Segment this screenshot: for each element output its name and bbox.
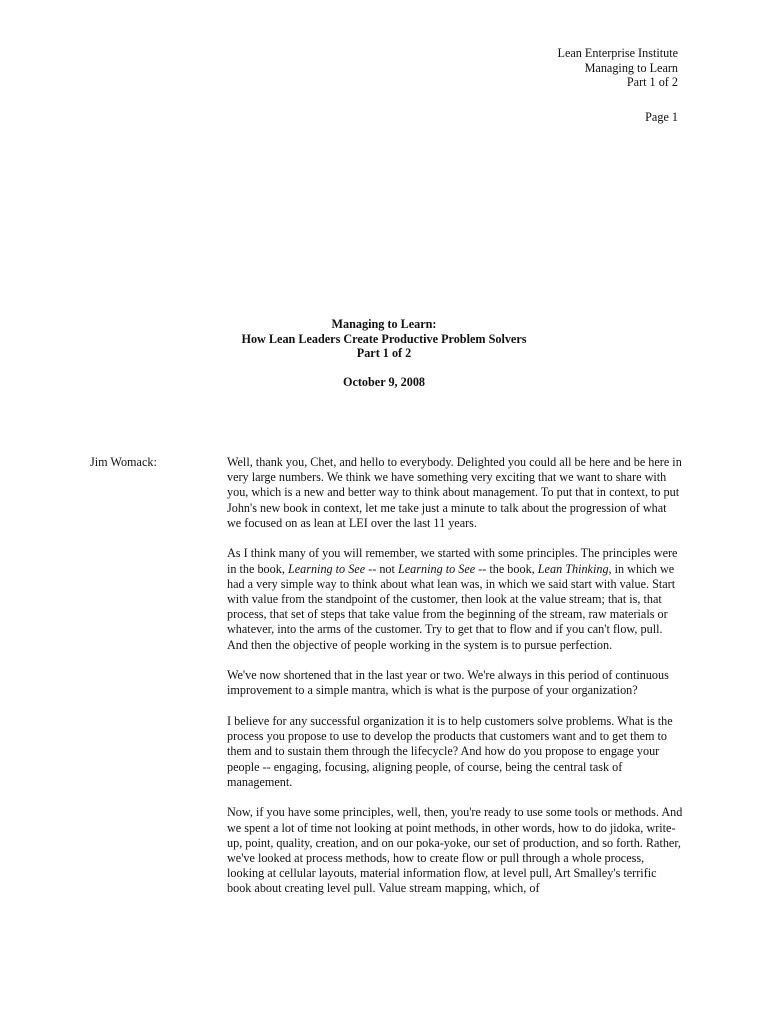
document-title: Managing to Learn:	[331, 317, 437, 331]
book-title-italic: Learning to See	[287, 561, 366, 576]
paragraph-2-text: -- the book,	[475, 561, 538, 576]
paragraph-2-text: As I think many of you will remember, we started with some principles. The principles were in the book,	[227, 546, 678, 576]
paragraph-2-text: , in which we had a very simple way to think about what lean was, in which we said start with value. Start with value from the standpoint of the customer, then look at the value stream; that is, that process, that set of steps that take value from the beginning of the stream, raw materials or whatever, into the arms of the customer. Try to get that to flow and if you can't flow, pull. And then the objective of people working in the system is to pursue perfection.	[227, 561, 676, 652]
document-date: October 9, 2008	[342, 375, 426, 389]
document-subtitle: How Lean Leaders Create Productive Problem Solvers	[241, 331, 527, 346]
header-title: Managing to Learn	[584, 60, 678, 75]
page-number: Page 1	[645, 110, 678, 124]
paragraph-3: We've now shortened that in the last year or two. We're always in this period of continuous improvement to a simple mantra, which is what is the purpose of your organization?	[227, 668, 669, 698]
transcript-body	[227, 455, 683, 912]
header-part: Part 1 of 2	[626, 75, 678, 89]
paragraph-4: I believe for any successful organization it is to help customers solve problems. What is the process you propose to use to develop the products that customers want and to get them to them and to sustain them through the lifecycle? And how do you propose to engage your people -- engaging, focusing, aligning people, of course, being the central task of management.	[227, 714, 673, 789]
header-organization: Lean Enterprise Institute	[557, 46, 678, 60]
document-part: Part 1 of 2	[356, 346, 412, 360]
title-block	[0, 317, 768, 390]
book-title-italic: Lean Thinking	[537, 561, 609, 576]
paragraph-5: Now, if you have some principles, well, then, you're ready to use some tools or methods. And we spent a lot of time not looking at point methods, in other words, how to do jidoka, write-up, point, quality, creation, and on our poka-yoke, our set of production, and so forth. Rather, we've looked at process methods, how to create flow or pull through a whole process, looking at cellular layouts, material information flow, at level pull, Art Smalley's terrific book about creating level pull. Value stream mapping, which, of	[227, 805, 683, 896]
paragraph-1: Well, thank you, Chet, and hello to everybody. Delighted you could all be here and be here in very large numbers. We think we have something very exciting that we want to share with you, which is a new and better way to think about management. To put that in context, to put John's new book in context, let me take just a minute to talk about the progression of what we focused on as lean at LEI over the last 11 years.	[227, 455, 682, 530]
paragraph-2-text: -- not	[365, 561, 398, 576]
running-header	[558, 46, 678, 90]
speaker-name: Jim Womack:	[90, 455, 157, 469]
book-title-italic: Learning to See	[397, 561, 476, 576]
paragraph-2	[227, 546, 683, 652]
